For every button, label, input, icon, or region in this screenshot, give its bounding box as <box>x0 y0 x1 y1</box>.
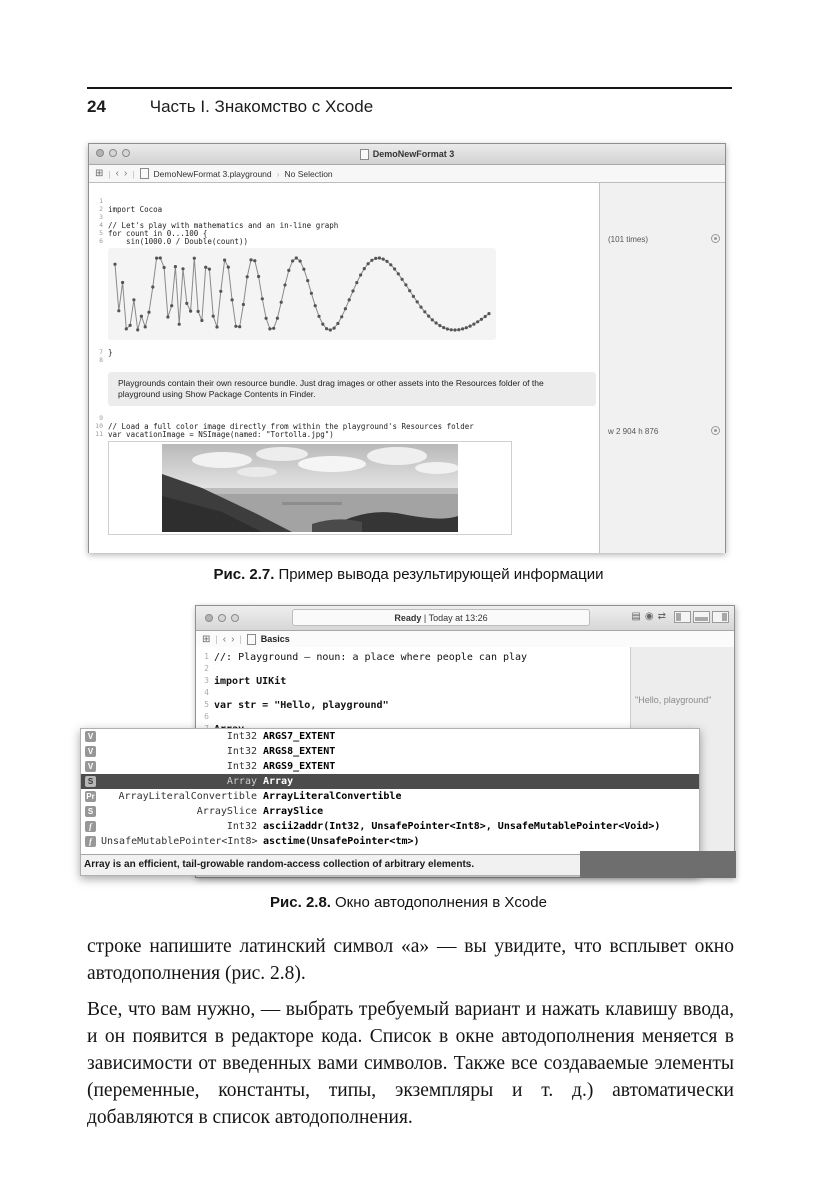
window-shadow <box>580 851 736 878</box>
line-number: 4 <box>204 688 209 697</box>
code-line <box>196 712 631 724</box>
line-number: 1 <box>99 197 103 205</box>
return-type: Int32 <box>226 761 257 772</box>
symbol-name: ascii2addr(Int32, UnsafePointer<Int8>, UnsafeMutablePointer<Void>) <box>263 821 661 832</box>
minimize-button[interactable] <box>109 149 117 157</box>
code-text: sin(1000.0 / Double(count)) <box>108 237 248 246</box>
code-text: //: Playground — noun: a place where people can play <box>214 652 528 663</box>
body-text <box>87 933 734 1131</box>
playground-file-icon <box>140 168 149 179</box>
return-type: ArraySlice <box>196 806 257 817</box>
zoom-button[interactable] <box>122 149 130 157</box>
symbol-name: Array <box>263 776 294 787</box>
result-hello-playground: "Hello, playground" <box>635 695 712 705</box>
code-line <box>196 676 631 688</box>
record-icon[interactable]: ◉ <box>644 611 654 622</box>
code-text: // Load a full color image directly from within the playground's Resources folder <box>108 422 474 431</box>
toolbar-buttons <box>631 611 729 623</box>
snippets-icon[interactable]: ▤ <box>631 611 641 622</box>
code-line <box>196 652 631 664</box>
return-type: Int32 <box>226 746 257 757</box>
symbol-kind-icon: V <box>85 761 96 772</box>
code-text: import UIKit <box>214 676 287 687</box>
line-number: 2 <box>204 664 209 673</box>
return-type: Array <box>226 776 257 787</box>
result-times: (101 times) <box>608 235 649 244</box>
back-icon[interactable]: ‹ <box>115 168 119 179</box>
symbol-name: ArraySlice <box>263 806 324 817</box>
symbol-name: ArrayLiteralConvertible <box>263 791 402 802</box>
code-text: import Cocoa <box>108 205 163 214</box>
code-text: var vacationImage = NSImage(named: "Tortolla.jpg") <box>108 430 334 439</box>
symbol-name: ARGS9_EXTENT <box>263 761 336 772</box>
figure-caption-2-8: Рис. 2.8. Окно автодополнения в Xcode <box>270 894 547 911</box>
results-sidebar <box>599 183 725 553</box>
figure-2-8-composite <box>80 605 738 878</box>
line-number: 10 <box>95 422 103 430</box>
autocomplete-row[interactable] <box>81 834 699 849</box>
swap-icon[interactable]: ⇄ <box>657 611 666 622</box>
paragraph: строке напишите латинский символ «a» — вы увидите, что всплывет окно автодополнения (рис. 2.8). <box>87 936 734 984</box>
page-header <box>87 97 732 117</box>
code-text: for count in 0...100 { <box>108 229 208 238</box>
line-number: 3 <box>99 213 103 221</box>
quicklook-icon[interactable] <box>711 234 720 243</box>
minimize-button[interactable] <box>218 614 226 622</box>
line-number: 7 <box>99 348 103 356</box>
code-line <box>196 700 631 712</box>
line-number: 6 <box>204 712 209 721</box>
symbol-kind-icon: S <box>85 806 96 817</box>
symbol-kind-icon: f <box>85 821 96 832</box>
line-number: 2 <box>99 205 103 213</box>
symbol-name: ARGS7_EXTENT <box>263 731 336 742</box>
line-number: 4 <box>99 221 103 229</box>
autocomplete-row[interactable] <box>81 744 699 759</box>
autocomplete-row[interactable] <box>81 729 699 744</box>
zoom-button[interactable] <box>231 614 239 622</box>
activity-viewer: Ready | Today at 13:26 <box>292 609 590 626</box>
code-line <box>196 688 631 700</box>
autocomplete-description: Array is an efficient, tail-growable random-access collection of arbitrary elements. <box>81 854 699 875</box>
autocomplete-row[interactable] <box>81 774 699 789</box>
window-titlebar[interactable] <box>196 606 734 631</box>
forward-icon[interactable]: › <box>123 168 128 179</box>
jump-bar: ⊞ | ‹ › | DemoNewFormat 3.playground › No Selection <box>89 165 725 183</box>
editor-view-buttons <box>674 611 729 623</box>
line-number: 8 <box>99 356 103 364</box>
return-type: Int32 <box>226 731 257 742</box>
autocomplete-row[interactable] <box>81 804 699 819</box>
symbol-kind-icon: Pr <box>86 792 95 801</box>
autocomplete-row[interactable] <box>81 819 699 834</box>
paragraph: Все, что вам нужно, — выбрать требуемый вариант и нажать клавишу ввода, и он появится в редакторе кода. Список в окне автодополнения меняется в зависимости от введенных вами символов. Также все создаваемые элементы (переменные, константы, типы, экземпляры и т. д.) автоматически добавляются в список автодополнения. <box>87 999 734 1128</box>
window-titlebar[interactable] <box>89 144 725 165</box>
editor-content[interactable] <box>89 183 725 553</box>
symbol-name: ARGS8_EXTENT <box>263 746 336 757</box>
code-line <box>196 664 631 676</box>
symbol-kind-icon: V <box>85 731 96 742</box>
jump-bar: ⊞ | ‹ › | Basics <box>196 631 734 648</box>
return-type: UnsafeMutablePointer<Int8> <box>101 836 258 847</box>
header-rule <box>87 87 732 89</box>
symbol-kind-icon: V <box>85 746 96 757</box>
navigator-toggle-button[interactable] <box>674 611 691 623</box>
xcode-window-demonewformat <box>88 143 726 553</box>
playground-file-icon <box>247 634 256 645</box>
result-image-size: w 2 904 h 876 <box>608 427 659 436</box>
code-text: var str = "Hello, playground" <box>214 700 389 711</box>
traffic-lights <box>96 149 130 157</box>
vacation-photo-image <box>162 444 458 532</box>
page-number: 24 <box>87 97 106 116</box>
close-button[interactable] <box>96 149 104 157</box>
figure-caption-2-7: Рис. 2.7. Пример вывода результирующей информации <box>213 566 604 583</box>
related-items-icon[interactable]: ⊞ <box>202 633 211 645</box>
close-button[interactable] <box>205 614 213 622</box>
inline-result-graph[interactable] <box>108 248 496 340</box>
autocomplete-list <box>81 729 699 849</box>
line-number: 9 <box>99 414 103 422</box>
inline-image-result[interactable] <box>108 441 512 535</box>
line-number: 5 <box>204 700 209 709</box>
symbol-kind-icon: S <box>85 776 96 787</box>
playground-markup-block: Playgrounds contain their own resource bundle. Just drag images or other assets into the Resources folder of the playground using Show Package Contents in Finder. <box>108 372 596 406</box>
breadcrumb-file[interactable]: Basics <box>260 634 290 644</box>
line-number: 3 <box>204 676 209 685</box>
traffic-lights <box>205 614 239 622</box>
return-type: ArrayLiteralConvertible <box>118 791 257 802</box>
autocomplete-row[interactable] <box>81 789 699 804</box>
breadcrumb-selection[interactable]: No Selection <box>284 168 333 179</box>
related-items-icon[interactable]: ⊞ <box>95 168 104 179</box>
quicklook-icon[interactable] <box>711 426 720 435</box>
page-header-title: Часть I. Знакомство с Xcode <box>149 97 374 116</box>
back-icon[interactable]: ‹ <box>222 633 227 645</box>
window-title: DemoNewFormat 3 <box>360 149 455 160</box>
document-icon <box>360 149 369 160</box>
code-text: // Let's play with mathematics and an in-line graph <box>108 221 339 230</box>
symbol-kind-icon: f <box>85 836 96 847</box>
breadcrumb-file[interactable]: DemoNewFormat 3.playground <box>153 168 272 179</box>
line-number: 1 <box>204 652 209 661</box>
return-type: Int32 <box>226 821 257 832</box>
line-number: 5 <box>99 229 103 237</box>
inspector-toggle-button[interactable] <box>712 611 729 623</box>
forward-icon[interactable]: › <box>231 633 235 645</box>
line-number: 6 <box>99 237 103 245</box>
autocomplete-row[interactable] <box>81 759 699 774</box>
line-number: 11 <box>95 430 103 438</box>
code-text: } <box>108 348 113 357</box>
symbol-name: asctime(UnsafePointer<tm>) <box>263 836 420 847</box>
debug-area-toggle-button[interactable] <box>693 611 710 623</box>
